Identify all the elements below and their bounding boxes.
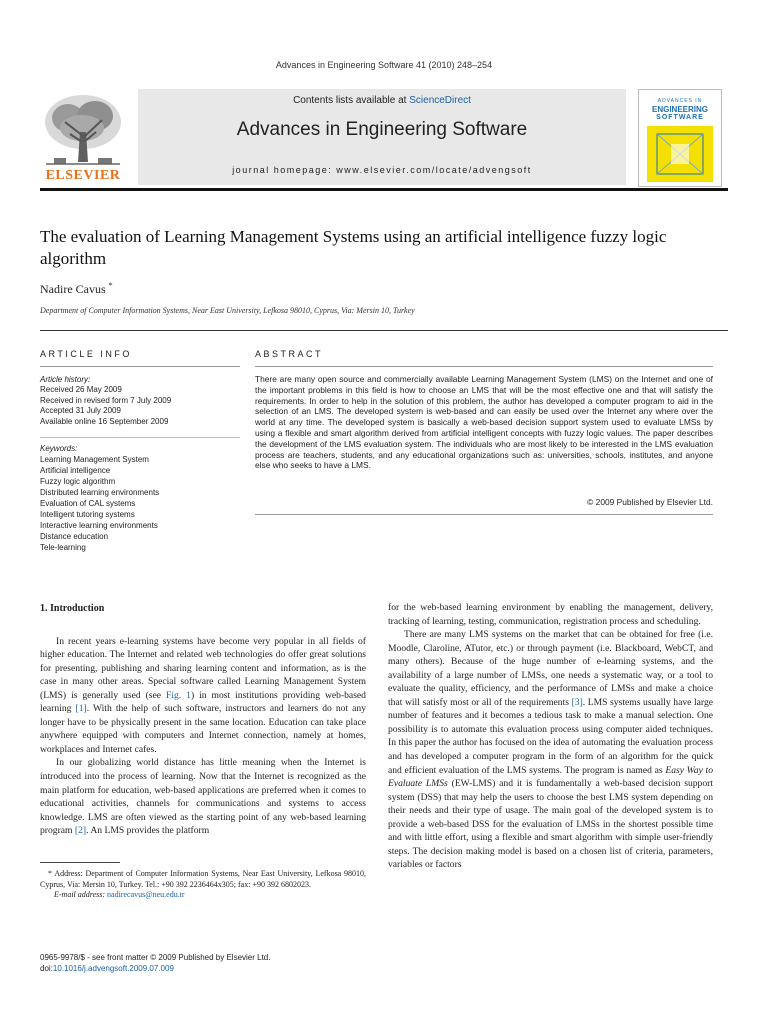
history-label: Article history: <box>40 375 91 384</box>
email-label: E-mail address: <box>54 890 106 900</box>
tree-icon <box>40 92 126 168</box>
keyword-item: Fuzzy logic algorithm <box>40 477 116 486</box>
contents-line <box>138 95 626 106</box>
article-info-rule <box>40 366 240 367</box>
history-item: Accepted 31 July 2009 <box>40 406 121 416</box>
article-info-heading: ARTICLE INFO <box>40 349 132 359</box>
email-link[interactable]: nadirecavus@neu.edu.tr <box>107 890 185 900</box>
abstract-heading: ABSTRACT <box>255 349 324 359</box>
paragraph-text: (EW-LMS) and it is fundamentally a web-based decision support system (DSS) that may help the users to choose the best LMS system depending on their needs and their type of usage. The main goal of the developed system is to provide a web-based DSS for the evaluation of LMSs in the shortest possible time and with little effort, using a flexible and smart algorithm with simple user-friendly steps. The decision making model is based on a chosen list of criteria, parameters, variables or factors <box>388 778 714 871</box>
body-paragraph <box>388 628 713 872</box>
paragraph-text: ) in most institutions providing web-based learning <box>40 689 366 715</box>
history-rule <box>40 437 240 438</box>
issn-line: 0965-9978/$ - see front matter © 2009 Published by Elsevier Ltd. <box>40 953 271 962</box>
footnote-mark: * <box>48 869 52 878</box>
section-heading-introduction: 1. Introduction <box>40 603 105 614</box>
keyword-item: Interactive learning environments <box>40 521 158 530</box>
sciencedirect-link[interactable]: ScienceDirect <box>409 95 471 106</box>
keyword-item: Distributed learning environments <box>40 488 160 497</box>
abstract-text: There are many open source and commercially available Learning Management System (LMS) on the Internet and one of the important problems in this field is how to choose an LMS that will be the most effective one and that will satisfy the requirements. In order to help in the solution of this problem, the author has developed a computer program to aid in the selection of an LMS. The developed system is web-based and can easily be used over the Internet any where over the world at any time. The developed system is basically a web-based decision support system used to evaluate LMSs by using a flexible and smart algorithm derived from artificial intelligent concepts with fuzzy logic values. The paper describes the development of the LMS evaluation system. The individuals who are most likely to be interested in the LMS evaluation process are teachers, students, and any educational organizations such as: universities, schools, institutes, and anyone else who seeks to have a LMS. <box>255 374 713 471</box>
journal-cover <box>638 89 722 187</box>
paragraph-text: There are many LMS systems on the market that can be obtained for free (i.e. Moodle, Claroline, ATutor, etc.) or through payment (i.e. Blackboard, WebCT, and many others). Because of the huge number of e-learning systems, and the availability of a large number of LMSs, one needs a systematic way, or a tool to evaluate the quality, efficiency, and the performance of LMSs and make a choice that will satisfy most or all of the requirements <box>388 629 713 708</box>
keyword-item: Evaluation of CAL systems <box>40 499 136 508</box>
keywords-list <box>40 443 240 553</box>
title-rule <box>40 330 728 331</box>
keyword-item: Intelligent tutoring systems <box>40 510 135 519</box>
journal-name: Advances in Engineering Software <box>236 119 528 140</box>
footnote <box>40 869 366 901</box>
body-column-left <box>40 602 366 838</box>
article-history <box>40 375 240 427</box>
keyword-item: Artificial intelligence <box>40 466 111 475</box>
doi-label: doi: <box>40 963 53 973</box>
author-footnote-mark[interactable]: * <box>108 281 113 290</box>
footnote-email <box>40 890 366 901</box>
cover-graphic-icon <box>647 126 713 182</box>
abstract-end-rule <box>255 514 713 515</box>
body-column-right <box>388 601 713 872</box>
figure-link[interactable]: Fig. 1 <box>165 689 191 701</box>
page-footer <box>40 953 366 975</box>
journal-homepage[interactable]: journal homepage: www.elsevier.com/locate/advengsoft <box>232 165 532 175</box>
history-item: Available online 16 September 2009 <box>40 416 169 426</box>
cover-line2: ENGINEERING <box>651 105 708 114</box>
doi-link[interactable]: 10.1016/j.advengsoft.2009.07.009 <box>52 963 174 973</box>
history-item: Received 26 May 2009 <box>40 385 122 395</box>
footnote-address-text: Address: Department of Computer Information Systems, Near East University, Lefkosa 98010, Cyprus, Via: Mersin 10, Turkey. Tel.: +90 392 2236464x305; fax: +90 392 6802023. <box>40 869 366 889</box>
footnote-rule <box>40 862 120 863</box>
contents-prefix: Contents lists available at <box>293 95 410 106</box>
reference-link[interactable]: [1] <box>75 703 87 715</box>
article-title: The evaluation of Learning Management Systems using an artificial intelligence fuzzy logic algorithm <box>40 227 667 268</box>
abstract-rule <box>255 366 713 367</box>
journal-citation: Advances in Engineering Software 41 (2010) 248–254 <box>275 60 493 70</box>
journal-banner <box>138 89 626 185</box>
paragraph-text: In recent years e-learning systems have become very popular in all fields of higher education. The Internet and related web technologies do offer great solutions for presenting, publishing and sharing learning content and information, as is the case in many other areas. Special software called Learning Management System (LMS) is generally used (see <box>40 635 366 701</box>
header-rule <box>40 188 728 191</box>
footnote-address <box>40 869 366 890</box>
body-paragraph <box>40 756 366 837</box>
body-paragraph: for the web-based learning environment by enabling the management, delivery, tracking of learning, testing, communication, registration process and scheduling. <box>388 602 713 627</box>
cover-line1: ADVANCES IN <box>657 98 703 104</box>
paragraph-text: . An LMS provides the platform <box>86 825 210 837</box>
paragraph-text: . LMS systems usually have large number of features and it becomes a tedious task to make a manual selection. One possibility is to automate this evaluation process using computer aided techniques. In this paper the author has focused on the idea of automating the evaluation process and has developed a computer program in the form of an algorithm for the quick and efficient evaluation of the LMS systems. The program is named as <box>388 696 713 776</box>
program-name: Easy Way to Evaluate LMSs <box>388 764 713 790</box>
keyword-item: Learning Management System <box>40 455 149 464</box>
reference-link[interactable]: [2] <box>74 825 87 837</box>
cover-line3: SOFTWARE <box>656 114 704 121</box>
paragraph-text: In our globalizing world distance has little meaning when the Internet is introduced into the process of learning. Now that the Internet is recognized as the main platform for education, web-based applications are preferred when it comes to educational activities, channels for communications and systems to access knowledge. LMS are often viewed as the starting point of any web-based learning program <box>40 757 366 837</box>
keyword-item: Distance education <box>40 532 109 541</box>
author-affiliation: Department of Computer Information Systems, Near East University, Lefkosa 98010, Cyprus, Via: Mersin 10, Turkey <box>40 306 415 315</box>
author-line <box>40 281 113 297</box>
reference-link[interactable]: [3] <box>571 696 583 708</box>
abstract-copyright: © 2009 Published by Elsevier Ltd. <box>587 497 713 507</box>
body-paragraph <box>40 635 366 757</box>
paragraph-text: . With the help of such software, instructors and learners do not any longer have to be physically present in the same location. Education can take place anywhere equipped with computers and Internet connection, namely at homes, workplaces and Internet cafes. <box>40 703 367 755</box>
history-item: Received in revised form 7 July 2009 <box>40 395 172 405</box>
author-name: Nadire Cavus <box>40 282 106 296</box>
doi-line <box>40 964 366 975</box>
elsevier-wordmark: ELSEVIER <box>45 168 121 183</box>
keyword-item: Tele-learning <box>40 543 86 552</box>
keywords-label: Keywords: <box>40 444 78 453</box>
